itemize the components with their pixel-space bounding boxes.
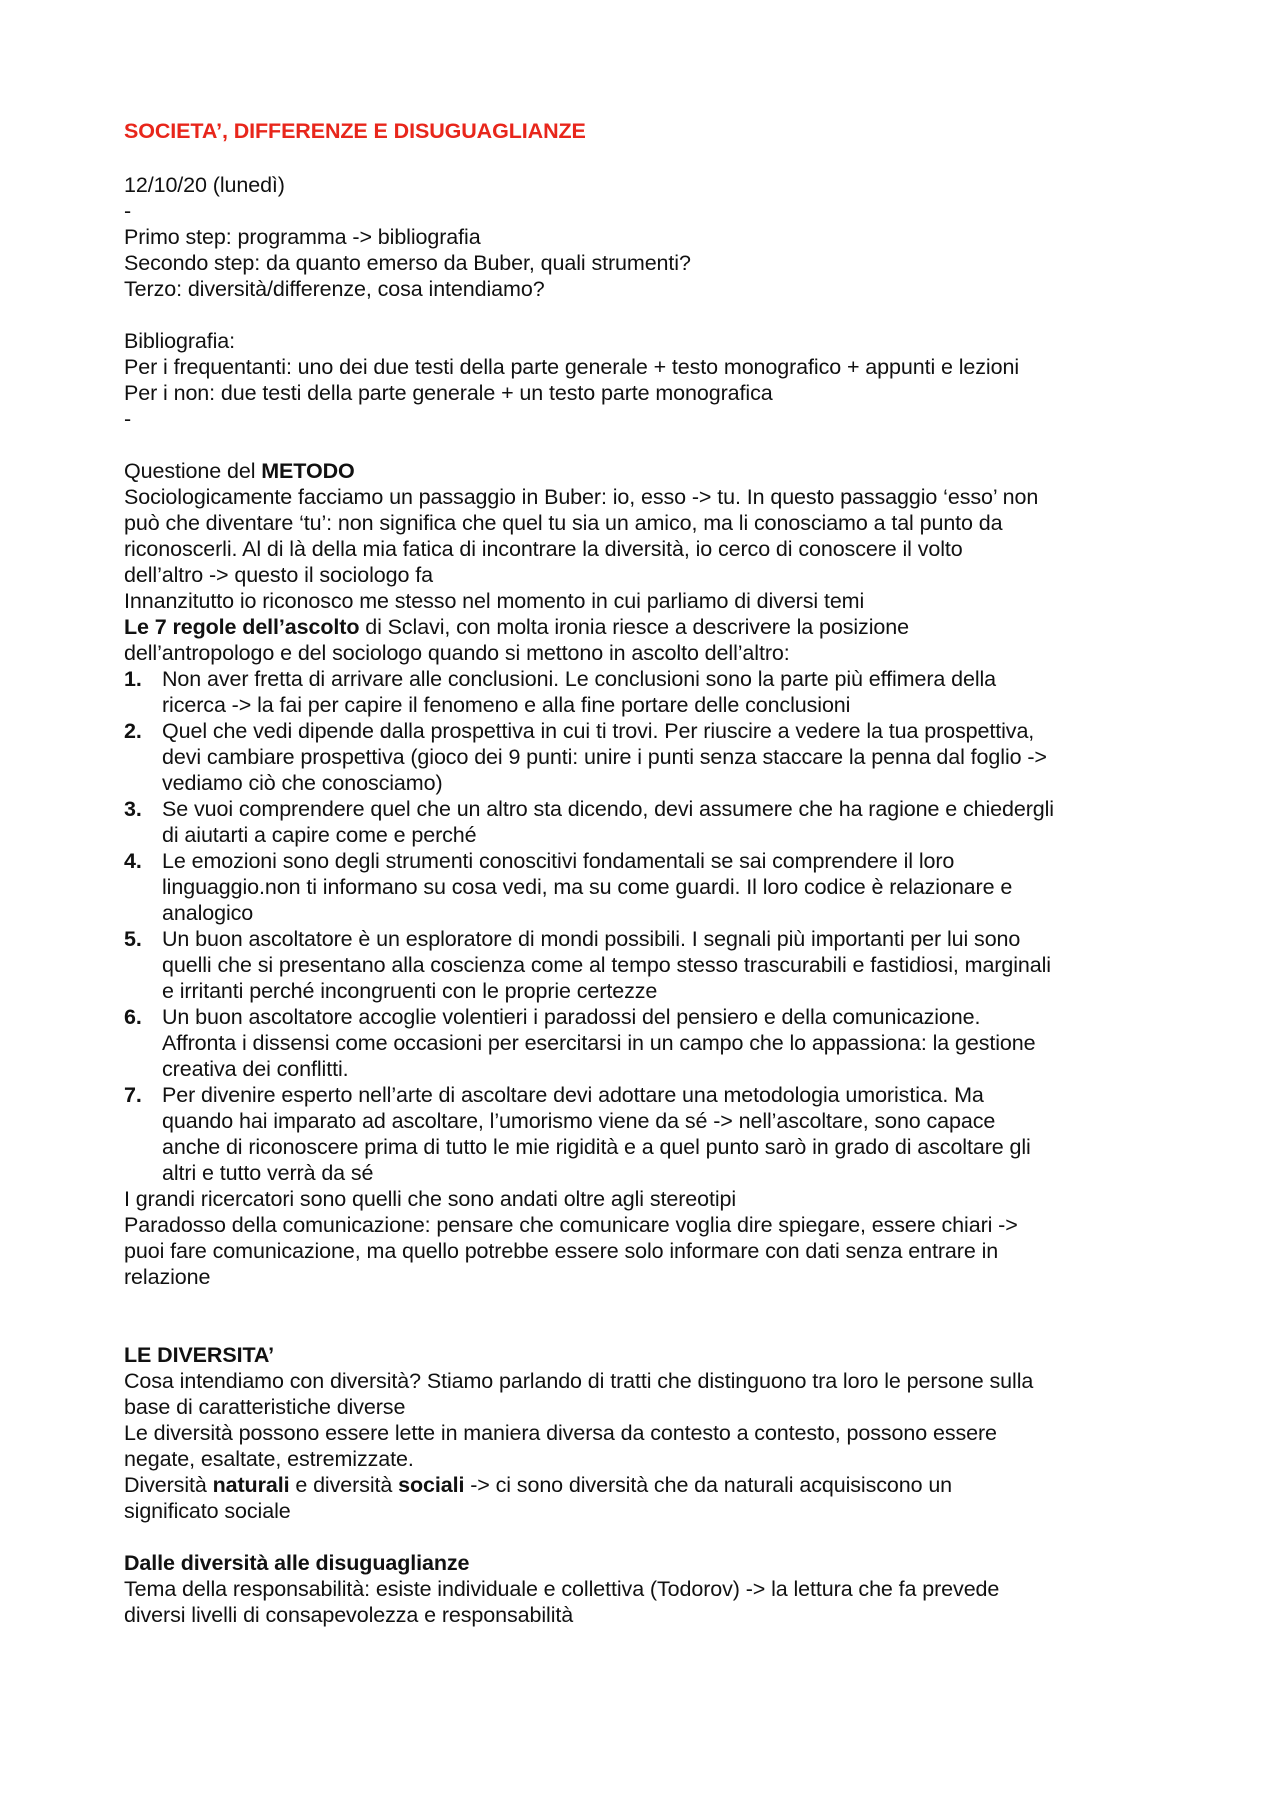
method-heading-bold: METODO bbox=[261, 459, 355, 483]
list-item-number: 3. bbox=[124, 797, 142, 821]
rules-intro-bold: Le 7 regole dell’ascolto bbox=[124, 615, 360, 639]
communication-paradox: Paradosso della comunicazione: pensare che comunicare voglia dire spiegare, essere chiari -> puoi fare comunicazione, ma quello potrebbe essere solo informare con dati senza entrare in relazione bbox=[124, 1213, 1018, 1289]
list-item-number: 2. bbox=[124, 719, 142, 743]
listening-rules-list bbox=[124, 666, 1184, 1186]
list-item-text: Non aver fretta di arrivare alle conclusioni. Le conclusioni sono la parte più effimera della ricerca -> la fai per capire il fenomeno e alla fine portare delle conclusioni bbox=[162, 667, 997, 717]
rules-intro-rest: di Sclavi, con molta ironia riesce a descrivere la posizione dell’antropologo e del sociologo quando si mettono in ascolto dell’altro: bbox=[124, 615, 909, 665]
step-second: Secondo step: da quanto emerso da Buber, quali strumenti? bbox=[124, 251, 691, 275]
inequality-responsibility: Tema della responsabilità: esiste individuale e collettiva (Todorov) -> la lettura che fa prevede diversi livelli di consapevolezza e responsabilità bbox=[124, 1577, 1000, 1627]
list-item-number: 4. bbox=[124, 849, 142, 873]
list-item-number: 6. bbox=[124, 1005, 142, 1029]
list-item-number: 1. bbox=[124, 667, 142, 691]
diversity-definition: Cosa intendiamo con diversità? Stiamo parlando di tratti che distinguono tra loro le persone sulla base di caratteristiche diverse bbox=[124, 1369, 1034, 1419]
list-item bbox=[124, 796, 1184, 848]
list-item-text: Per divenire esperto nell’arte di ascoltare devi adottare una metodologia umoristica. Ma quando hai imparato ad ascoltare, l’umorismo viene da sé -> nell’ascoltare, sono capace anche di riconoscere prima di tutto le mie rigidità e a quel punto sarò in grado di ascoltare gli altri e tutto verrà da sé bbox=[162, 1083, 1031, 1185]
step-third: Terzo: diversità/differenze, cosa intendiamo? bbox=[124, 277, 545, 301]
researchers-note: I grandi ricercatori sono quelli che sono andati oltre agli stereotipi bbox=[124, 1187, 737, 1211]
rules-intro bbox=[124, 614, 1184, 666]
diversity-text-a: Diversità bbox=[124, 1473, 213, 1497]
method-heading-prefix: Questione del bbox=[124, 459, 262, 483]
list-item-text: Se vuoi comprendere quel che un altro sta dicendo, devi assumere che ha ragione e chiedergli di aiutarti a capire come e perché bbox=[162, 797, 1054, 847]
diversity-text-e: -> ci sono diversità che da naturali acquisiscono un significato sociale bbox=[124, 1473, 953, 1523]
list-item bbox=[124, 1082, 1184, 1186]
list-item bbox=[124, 848, 1184, 926]
document-title: SOCIETA’, DIFFERENZE E DISUGUAGLIANZE bbox=[124, 119, 586, 143]
diversity-natural-social bbox=[124, 1472, 1184, 1524]
list-item-number: 5. bbox=[124, 927, 142, 951]
bibliography-attending: Per i frequentanti: uno dei due testi della parte generale + testo monografico + appunti e lezioni bbox=[124, 355, 1019, 379]
bibliography-non-attending: Per i non: due testi della parte generale + un testo parte monografica bbox=[124, 381, 773, 405]
list-item bbox=[124, 1004, 1184, 1082]
list-item-text: Quel che vedi dipende dalla prospettiva in cui ti trovi. Per riuscire a vedere la tua prospettiva, devi cambiare prospettiva (gioco dei 9 punti: unire i punti senza staccare la penna dal foglio -> vediamo ciò che conosciamo) bbox=[162, 719, 1047, 795]
list-item-text: Le emozioni sono degli strumenti conoscitivi fondamentali se sai comprendere il loro linguaggio.non ti informano su cosa vedi, ma su come guardi. Il loro codice è relazionare e analogico bbox=[162, 849, 1013, 925]
diversity-natural-bold: naturali bbox=[212, 1473, 290, 1497]
method-paragraph: Sociologicamente facciamo un passaggio in Buber: io, esso -> tu. In questo passaggio ‘esso’ non può che diventare ‘tu’: non significa che quel tu sia un amico, ma li conosciamo a tal punto da riconoscerli. Al di là della mia fatica di incontrare la diversità, io cerco di conoscere il volto dell’altro -> questo il sociologo fa bbox=[124, 485, 1039, 587]
list-item-number: 7. bbox=[124, 1083, 142, 1107]
separator-dash: - bbox=[124, 407, 132, 431]
bibliography-heading: Bibliografia: bbox=[124, 329, 236, 353]
inequality-heading: Dalle diversità alle disuguaglianze bbox=[124, 1551, 470, 1575]
method-heading bbox=[124, 458, 1184, 484]
list-item bbox=[124, 926, 1184, 1004]
diversity-social-bold: sociali bbox=[398, 1473, 465, 1497]
list-item-text: Un buon ascoltatore è un esploratore di mondi possibili. I segnali più importanti per lui sono quelli che si presentano alla coscienza come al tempo stesso trascurabili e fastidiosi, marginali e irritanti perché incongruenti con le proprie certezze bbox=[162, 927, 1051, 1003]
separator-dash: - bbox=[124, 199, 132, 223]
list-item bbox=[124, 666, 1184, 718]
list-item bbox=[124, 718, 1184, 796]
diversity-context: Le diversità possono essere lette in maniera diversa da contesto a contesto, possono essere negate, esaltate, estremizzate. bbox=[124, 1421, 997, 1471]
list-item-text: Un buon ascoltatore accoglie volentieri i paradossi del pensiero e della comunicazione. Affronta i dissensi come occasioni per esercitarsi in un campo che lo appassiona: la gestione creativa dei conflitti. bbox=[162, 1005, 1036, 1081]
lecture-date: 12/10/20 (lunedì) bbox=[124, 173, 285, 197]
diversity-text-c: e diversità bbox=[289, 1473, 399, 1497]
step-first: Primo step: programma -> bibliografia bbox=[124, 225, 481, 249]
document-page bbox=[124, 118, 1184, 1628]
diversity-heading: LE DIVERSITA’ bbox=[124, 1343, 275, 1367]
method-self-recognition: Innanzitutto io riconosco me stesso nel momento in cui parliamo di diversi temi bbox=[124, 589, 865, 613]
